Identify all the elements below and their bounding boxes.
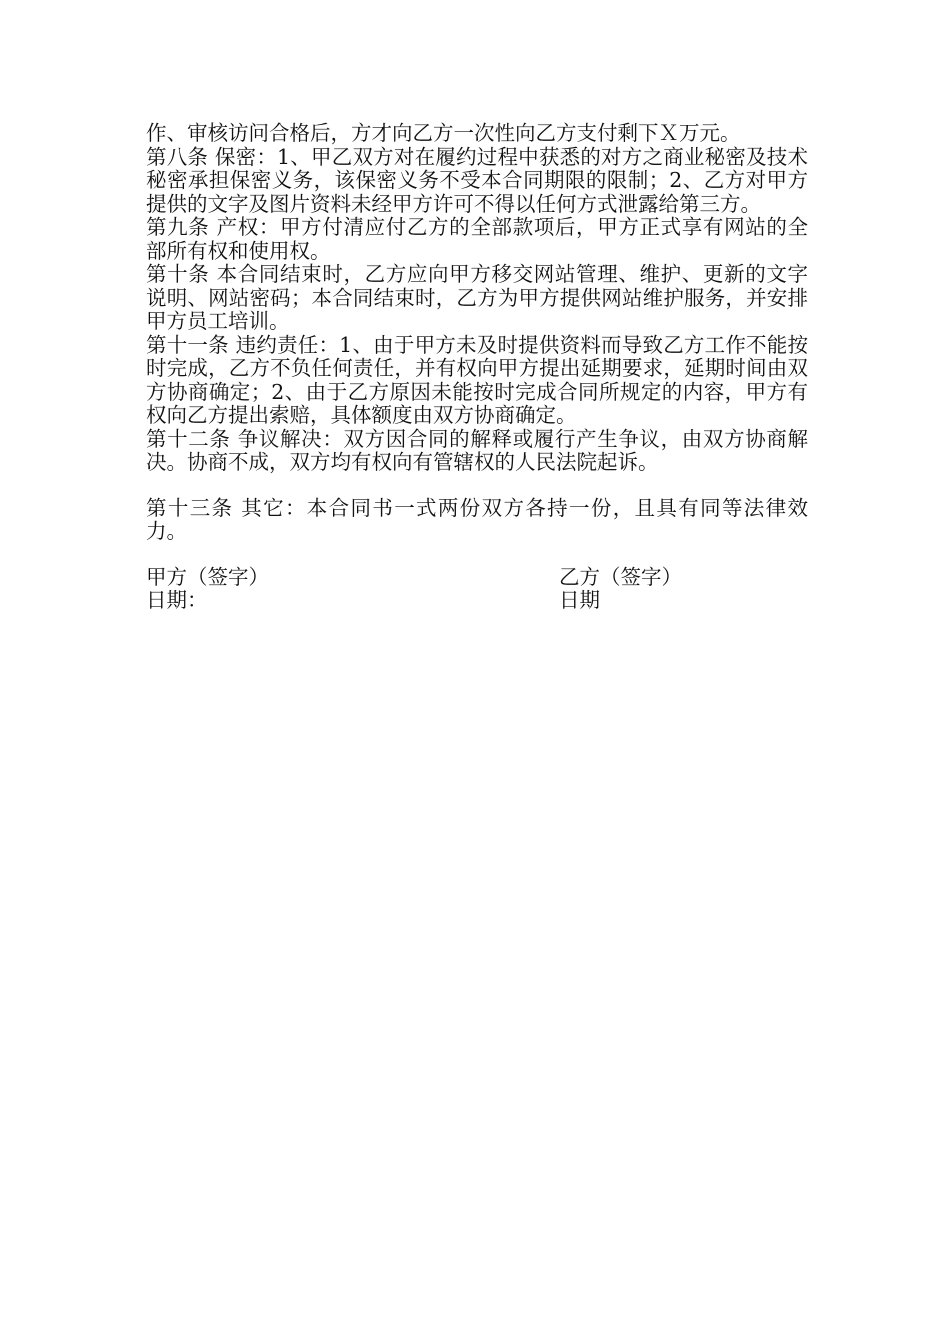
clause-12-dispute: 第十二条 争议解决：双方因合同的解释或履行产生争议，由双方协商解决。协商不成，双方均有权向有管辖权的人民法院起诉。 <box>146 426 808 474</box>
clause-7-continuation: 作、审核访问合格后，方才向乙方一次性向乙方支付剩下Ｘ万元。 <box>146 121 741 145</box>
spacer <box>146 544 808 566</box>
clause-8-confidentiality: 第八条 保密：1、甲乙双方对在履约过程中获悉的对方之商业秘密及技术秘密承担保密义务，该保密义务不受本合同期限的限制；2、乙方对甲方提供的文字及图片资料未经甲方许可不得以任何方式泄露给第三方。 <box>146 144 808 216</box>
party-b-date-label: 日期 <box>559 588 600 612</box>
contract-body <box>146 122 808 613</box>
clause-13-other: 第十三条 其它：本合同书一式两份双方各持一份，且具有同等法律效力。 <box>146 495 808 543</box>
party-a-signature-label: 甲方（签字） <box>146 564 269 589</box>
signature-row <box>146 566 808 590</box>
date-row <box>146 589 808 613</box>
clause-10-handover: 第十条 本合同结束时，乙方应向甲方移交网站管理、维护、更新的文字说明、网站密码；本合同结束时，乙方为甲方提供网站维护服务，并安排甲方员工培训。 <box>146 262 808 333</box>
clause-11-liability: 第十一条 违约责任：1、由于甲方未及时提供资料而导致乙方工作不能按时完成，乙方不负任何责任，并有权向甲方提出延期要求，延期时间由双方协商确定；2、由于乙方原因未能按时完成合同所规定的内容，甲方有权向乙方提出索赔，具体额度由双方协商确定。 <box>146 332 808 427</box>
clause-9-property-rights: 第九条 产权：甲方付清应付乙方的全部款项后，甲方正式享有网站的全部所有权和使用权。 <box>146 215 808 263</box>
party-b-signature-label: 乙方（签字） <box>559 564 682 589</box>
party-a-date-label: 日期： <box>146 588 208 612</box>
spacer <box>146 475 808 497</box>
